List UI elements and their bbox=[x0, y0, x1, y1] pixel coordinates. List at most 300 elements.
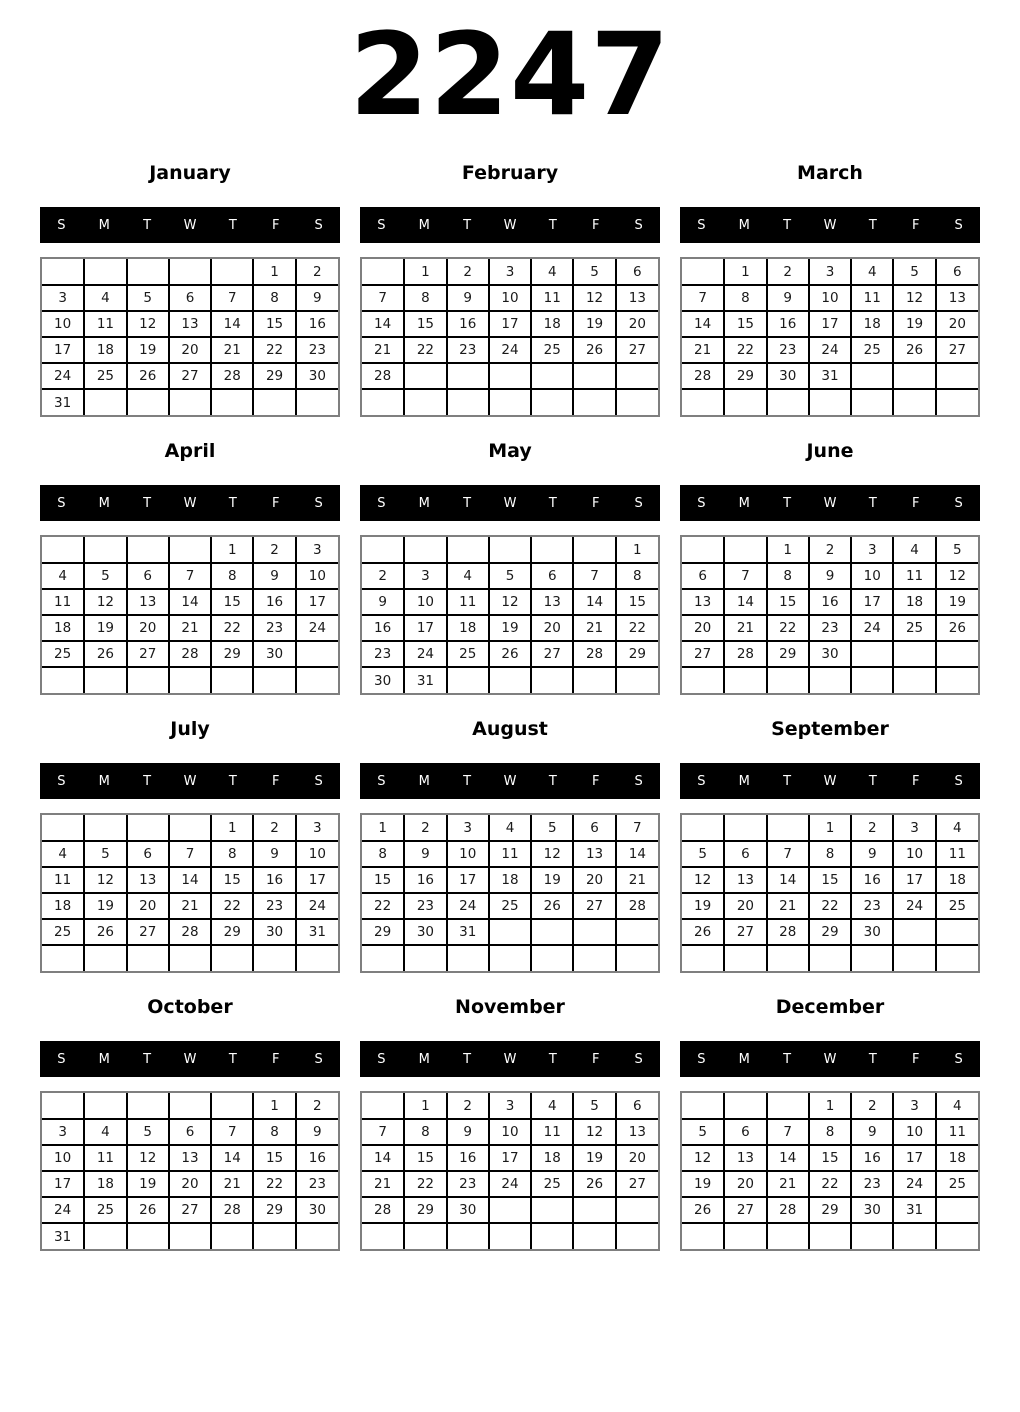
day-cell: 24 bbox=[296, 615, 338, 641]
weekday-label: S bbox=[697, 773, 706, 789]
day-cell: 19 bbox=[573, 311, 615, 337]
day-cell: 21 bbox=[211, 337, 253, 363]
empty-day-cell bbox=[211, 667, 253, 693]
week-row bbox=[362, 285, 658, 311]
day-cell: 29 bbox=[809, 1197, 851, 1223]
empty-day-cell bbox=[893, 1223, 935, 1249]
day-cell: 17 bbox=[893, 867, 935, 893]
empty-day-cell bbox=[447, 363, 489, 389]
day-cell: 23 bbox=[447, 337, 489, 363]
day-cell: 30 bbox=[767, 363, 809, 389]
day-cell: 17 bbox=[404, 615, 446, 641]
empty-day-cell bbox=[447, 1223, 489, 1249]
day-cell: 13 bbox=[169, 1145, 211, 1171]
day-cell: 3 bbox=[42, 1119, 84, 1145]
day-cell: 4 bbox=[531, 259, 573, 285]
empty-day-cell bbox=[42, 1093, 84, 1119]
day-cell: 3 bbox=[447, 815, 489, 841]
day-cell: 11 bbox=[84, 1145, 126, 1171]
weekday-label: M bbox=[738, 773, 750, 789]
empty-day-cell bbox=[362, 389, 404, 415]
day-cell: 12 bbox=[84, 867, 126, 893]
empty-day-cell bbox=[211, 1223, 253, 1249]
day-cell: 18 bbox=[84, 337, 126, 363]
day-cell: 14 bbox=[767, 867, 809, 893]
weekday-label: S bbox=[634, 495, 643, 511]
empty-day-cell bbox=[169, 945, 211, 971]
week-row bbox=[42, 1119, 338, 1145]
weekday-label: M bbox=[738, 495, 750, 511]
day-cell: 4 bbox=[851, 259, 893, 285]
week-row bbox=[362, 311, 658, 337]
weekday-header-bar bbox=[360, 485, 660, 521]
day-cell: 22 bbox=[404, 337, 446, 363]
week-row bbox=[682, 667, 978, 693]
weekday-label: W bbox=[823, 495, 837, 511]
week-row bbox=[42, 667, 338, 693]
week-row bbox=[362, 1093, 658, 1119]
day-cell: 19 bbox=[84, 615, 126, 641]
day-cell: 21 bbox=[767, 893, 809, 919]
week-row bbox=[682, 945, 978, 971]
empty-day-cell bbox=[573, 919, 615, 945]
day-cell: 30 bbox=[296, 1197, 338, 1223]
week-row bbox=[42, 259, 338, 285]
month-title: November bbox=[455, 996, 565, 1018]
week-row bbox=[362, 893, 658, 919]
day-cell: 3 bbox=[42, 285, 84, 311]
day-grid bbox=[362, 815, 658, 971]
empty-day-cell bbox=[42, 667, 84, 693]
week-row bbox=[682, 1197, 978, 1223]
weekday-label: S bbox=[57, 773, 66, 789]
empty-day-cell bbox=[447, 389, 489, 415]
day-cell: 11 bbox=[42, 589, 84, 615]
day-cell: 24 bbox=[809, 337, 851, 363]
day-cell: 17 bbox=[489, 1145, 531, 1171]
day-cell: 27 bbox=[616, 1171, 658, 1197]
week-row bbox=[362, 919, 658, 945]
day-cell: 29 bbox=[404, 1197, 446, 1223]
day-cell: 15 bbox=[404, 311, 446, 337]
week-row bbox=[682, 1119, 978, 1145]
day-cell: 12 bbox=[573, 1119, 615, 1145]
empty-day-cell bbox=[296, 945, 338, 971]
day-cell: 6 bbox=[682, 563, 724, 589]
empty-day-cell bbox=[936, 1197, 978, 1223]
week-row bbox=[682, 893, 978, 919]
day-cell: 13 bbox=[127, 867, 169, 893]
day-cell: 6 bbox=[616, 1093, 658, 1119]
month-january bbox=[40, 155, 340, 433]
empty-day-cell bbox=[362, 1093, 404, 1119]
empty-day-cell bbox=[404, 1223, 446, 1249]
empty-day-cell bbox=[253, 667, 295, 693]
day-cell: 23 bbox=[404, 893, 446, 919]
day-cell: 2 bbox=[851, 815, 893, 841]
empty-day-cell bbox=[851, 641, 893, 667]
day-cell: 8 bbox=[253, 285, 295, 311]
day-cell: 23 bbox=[851, 1171, 893, 1197]
day-cell: 6 bbox=[936, 259, 978, 285]
day-cell: 28 bbox=[211, 1197, 253, 1223]
weekday-label: T bbox=[228, 1051, 237, 1067]
day-cell: 10 bbox=[809, 285, 851, 311]
day-cell: 29 bbox=[362, 919, 404, 945]
day-cell: 22 bbox=[767, 615, 809, 641]
day-cell: 31 bbox=[42, 389, 84, 415]
day-cell: 9 bbox=[851, 841, 893, 867]
week-row bbox=[42, 311, 338, 337]
weekday-label: M bbox=[418, 495, 430, 511]
day-cell: 3 bbox=[404, 563, 446, 589]
week-row bbox=[682, 389, 978, 415]
day-cell: 1 bbox=[253, 259, 295, 285]
day-cell: 5 bbox=[573, 1093, 615, 1119]
day-cell: 11 bbox=[447, 589, 489, 615]
day-grid-frame bbox=[40, 813, 340, 973]
day-cell: 21 bbox=[616, 867, 658, 893]
week-row bbox=[362, 1145, 658, 1171]
day-cell: 6 bbox=[724, 841, 766, 867]
empty-day-cell bbox=[362, 259, 404, 285]
day-cell: 2 bbox=[851, 1093, 893, 1119]
weekday-label: S bbox=[377, 495, 386, 511]
empty-day-cell bbox=[489, 667, 531, 693]
day-cell: 5 bbox=[531, 815, 573, 841]
week-row bbox=[682, 363, 978, 389]
day-cell: 19 bbox=[489, 615, 531, 641]
weekday-header-bar bbox=[40, 1041, 340, 1077]
empty-day-cell bbox=[616, 919, 658, 945]
day-cell: 21 bbox=[169, 615, 211, 641]
empty-day-cell bbox=[253, 945, 295, 971]
day-grid bbox=[682, 537, 978, 693]
day-cell: 28 bbox=[616, 893, 658, 919]
empty-day-cell bbox=[616, 667, 658, 693]
empty-day-cell bbox=[253, 389, 295, 415]
day-cell: 19 bbox=[682, 1171, 724, 1197]
day-cell: 10 bbox=[851, 563, 893, 589]
empty-day-cell bbox=[936, 1223, 978, 1249]
empty-day-cell bbox=[616, 1197, 658, 1223]
empty-day-cell bbox=[42, 259, 84, 285]
day-cell: 23 bbox=[253, 615, 295, 641]
day-cell: 29 bbox=[809, 919, 851, 945]
weekday-label: F bbox=[591, 495, 600, 511]
empty-day-cell bbox=[211, 1093, 253, 1119]
day-cell: 20 bbox=[724, 893, 766, 919]
day-cell: 3 bbox=[893, 815, 935, 841]
week-row bbox=[682, 259, 978, 285]
day-cell: 15 bbox=[211, 867, 253, 893]
day-cell: 9 bbox=[296, 285, 338, 311]
empty-day-cell bbox=[616, 363, 658, 389]
day-cell: 18 bbox=[42, 615, 84, 641]
day-cell: 23 bbox=[447, 1171, 489, 1197]
empty-day-cell bbox=[169, 389, 211, 415]
empty-day-cell bbox=[724, 667, 766, 693]
weekday-label: T bbox=[868, 1051, 877, 1067]
day-cell: 30 bbox=[362, 667, 404, 693]
day-cell: 2 bbox=[253, 537, 295, 563]
empty-day-cell bbox=[682, 537, 724, 563]
day-cell: 27 bbox=[573, 893, 615, 919]
day-cell: 7 bbox=[682, 285, 724, 311]
day-cell: 18 bbox=[893, 589, 935, 615]
weekday-label: S bbox=[634, 217, 643, 233]
day-cell: 9 bbox=[362, 589, 404, 615]
week-row bbox=[362, 1119, 658, 1145]
empty-day-cell bbox=[489, 919, 531, 945]
empty-day-cell bbox=[724, 1223, 766, 1249]
week-row bbox=[682, 919, 978, 945]
day-cell: 22 bbox=[616, 615, 658, 641]
month-title: December bbox=[775, 996, 885, 1018]
day-cell: 24 bbox=[893, 893, 935, 919]
month-title: January bbox=[149, 162, 231, 184]
month-title: June bbox=[806, 440, 854, 462]
weekday-label: W bbox=[503, 773, 517, 789]
weekday-label: F bbox=[591, 1051, 600, 1067]
day-cell: 17 bbox=[851, 589, 893, 615]
weekday-label: W bbox=[183, 773, 197, 789]
day-cell: 21 bbox=[767, 1171, 809, 1197]
empty-day-cell bbox=[489, 389, 531, 415]
weekday-label: T bbox=[143, 1051, 152, 1067]
day-cell: 20 bbox=[573, 867, 615, 893]
day-cell: 7 bbox=[767, 1119, 809, 1145]
day-cell: 9 bbox=[404, 841, 446, 867]
empty-day-cell bbox=[767, 667, 809, 693]
day-grid bbox=[362, 537, 658, 693]
empty-day-cell bbox=[169, 815, 211, 841]
empty-day-cell bbox=[531, 667, 573, 693]
week-row bbox=[362, 615, 658, 641]
week-row bbox=[42, 285, 338, 311]
day-cell: 25 bbox=[84, 363, 126, 389]
day-cell: 27 bbox=[169, 1197, 211, 1223]
weekday-label: S bbox=[377, 217, 386, 233]
day-cell: 20 bbox=[616, 311, 658, 337]
day-cell: 24 bbox=[489, 337, 531, 363]
empty-day-cell bbox=[296, 667, 338, 693]
day-cell: 6 bbox=[169, 1119, 211, 1145]
weekday-label: M bbox=[98, 217, 110, 233]
day-cell: 21 bbox=[211, 1171, 253, 1197]
day-cell: 14 bbox=[169, 589, 211, 615]
week-row bbox=[362, 259, 658, 285]
day-cell: 25 bbox=[531, 337, 573, 363]
day-cell: 15 bbox=[724, 311, 766, 337]
day-cell: 5 bbox=[682, 1119, 724, 1145]
day-cell: 15 bbox=[767, 589, 809, 615]
empty-day-cell bbox=[169, 1093, 211, 1119]
day-cell: 11 bbox=[893, 563, 935, 589]
week-row bbox=[42, 615, 338, 641]
day-cell: 6 bbox=[531, 563, 573, 589]
weekday-label: M bbox=[98, 773, 110, 789]
day-cell: 9 bbox=[296, 1119, 338, 1145]
day-cell: 7 bbox=[169, 841, 211, 867]
empty-day-cell bbox=[211, 945, 253, 971]
month-august bbox=[360, 711, 660, 989]
weekday-label: W bbox=[823, 773, 837, 789]
week-row bbox=[362, 363, 658, 389]
day-cell: 1 bbox=[809, 1093, 851, 1119]
day-cell: 27 bbox=[724, 1197, 766, 1223]
week-row bbox=[42, 815, 338, 841]
weekday-label: T bbox=[548, 773, 557, 789]
week-row bbox=[42, 589, 338, 615]
week-row bbox=[42, 893, 338, 919]
weekday-label: S bbox=[634, 1051, 643, 1067]
empty-day-cell bbox=[851, 1223, 893, 1249]
day-cell: 4 bbox=[489, 815, 531, 841]
weekday-label: T bbox=[868, 495, 877, 511]
empty-day-cell bbox=[573, 945, 615, 971]
weekday-header-bar bbox=[680, 1041, 980, 1077]
day-cell: 14 bbox=[682, 311, 724, 337]
weekday-header-bar bbox=[40, 207, 340, 243]
empty-day-cell bbox=[809, 389, 851, 415]
day-cell: 23 bbox=[362, 641, 404, 667]
day-cell: 20 bbox=[127, 893, 169, 919]
day-cell: 9 bbox=[447, 285, 489, 311]
day-cell: 2 bbox=[404, 815, 446, 841]
week-row bbox=[682, 1223, 978, 1249]
month-march bbox=[680, 155, 980, 433]
weekday-label: S bbox=[314, 217, 323, 233]
week-row bbox=[682, 563, 978, 589]
day-cell: 3 bbox=[893, 1093, 935, 1119]
empty-day-cell bbox=[84, 815, 126, 841]
day-cell: 15 bbox=[211, 589, 253, 615]
empty-day-cell bbox=[169, 259, 211, 285]
weekday-label: F bbox=[911, 773, 920, 789]
day-cell: 2 bbox=[809, 537, 851, 563]
week-row bbox=[362, 945, 658, 971]
empty-day-cell bbox=[936, 363, 978, 389]
weekday-label: M bbox=[418, 773, 430, 789]
day-grid-frame bbox=[40, 535, 340, 695]
day-cell: 13 bbox=[616, 285, 658, 311]
weekday-label: S bbox=[634, 773, 643, 789]
weekday-label: W bbox=[823, 1051, 837, 1067]
day-cell: 29 bbox=[616, 641, 658, 667]
day-cell: 10 bbox=[296, 841, 338, 867]
day-cell: 8 bbox=[404, 285, 446, 311]
week-row bbox=[362, 841, 658, 867]
empty-day-cell bbox=[169, 1223, 211, 1249]
day-cell: 29 bbox=[253, 1197, 295, 1223]
empty-day-cell bbox=[84, 259, 126, 285]
day-cell: 24 bbox=[42, 1197, 84, 1223]
day-cell: 16 bbox=[362, 615, 404, 641]
day-cell: 14 bbox=[767, 1145, 809, 1171]
weekday-label: S bbox=[57, 1051, 66, 1067]
week-row bbox=[42, 1197, 338, 1223]
day-cell: 26 bbox=[127, 1197, 169, 1223]
day-cell: 12 bbox=[531, 841, 573, 867]
day-cell: 18 bbox=[936, 1145, 978, 1171]
empty-day-cell bbox=[404, 363, 446, 389]
day-cell: 31 bbox=[893, 1197, 935, 1223]
weekday-header-bar bbox=[360, 763, 660, 799]
day-cell: 20 bbox=[127, 615, 169, 641]
day-cell: 16 bbox=[296, 311, 338, 337]
day-cell: 9 bbox=[809, 563, 851, 589]
day-cell: 25 bbox=[531, 1171, 573, 1197]
day-cell: 20 bbox=[531, 615, 573, 641]
day-cell: 11 bbox=[936, 1119, 978, 1145]
day-cell: 16 bbox=[253, 589, 295, 615]
day-grid-frame bbox=[360, 257, 660, 417]
month-title: April bbox=[164, 440, 216, 462]
day-cell: 14 bbox=[616, 841, 658, 867]
empty-day-cell bbox=[362, 537, 404, 563]
empty-day-cell bbox=[682, 1223, 724, 1249]
day-cell: 12 bbox=[84, 589, 126, 615]
day-cell: 8 bbox=[362, 841, 404, 867]
weekday-label: F bbox=[271, 773, 280, 789]
weekday-label: T bbox=[868, 773, 877, 789]
weekday-header-bar bbox=[360, 1041, 660, 1077]
empty-day-cell bbox=[211, 259, 253, 285]
day-cell: 13 bbox=[936, 285, 978, 311]
day-cell: 24 bbox=[851, 615, 893, 641]
day-cell: 25 bbox=[936, 1171, 978, 1197]
day-cell: 24 bbox=[42, 363, 84, 389]
day-cell: 8 bbox=[809, 841, 851, 867]
empty-day-cell bbox=[767, 1223, 809, 1249]
weekday-header-bar bbox=[680, 207, 980, 243]
empty-day-cell bbox=[447, 945, 489, 971]
weekday-label: W bbox=[503, 495, 517, 511]
month-title: August bbox=[472, 718, 548, 740]
weekday-label: T bbox=[548, 1051, 557, 1067]
day-cell: 17 bbox=[447, 867, 489, 893]
day-grid bbox=[42, 259, 338, 415]
week-row bbox=[362, 537, 658, 563]
empty-day-cell bbox=[767, 945, 809, 971]
day-cell: 30 bbox=[851, 1197, 893, 1223]
empty-day-cell bbox=[127, 389, 169, 415]
day-cell: 29 bbox=[211, 641, 253, 667]
weekday-label: W bbox=[823, 217, 837, 233]
day-cell: 1 bbox=[809, 815, 851, 841]
weekday-label: S bbox=[377, 1051, 386, 1067]
day-cell: 5 bbox=[489, 563, 531, 589]
weekday-label: M bbox=[738, 217, 750, 233]
day-cell: 20 bbox=[682, 615, 724, 641]
day-cell: 8 bbox=[404, 1119, 446, 1145]
empty-day-cell bbox=[531, 537, 573, 563]
day-cell: 9 bbox=[253, 841, 295, 867]
day-cell: 28 bbox=[362, 363, 404, 389]
day-cell: 28 bbox=[573, 641, 615, 667]
day-cell: 2 bbox=[362, 563, 404, 589]
day-cell: 21 bbox=[682, 337, 724, 363]
day-cell: 9 bbox=[851, 1119, 893, 1145]
day-cell: 10 bbox=[447, 841, 489, 867]
empty-day-cell bbox=[84, 945, 126, 971]
day-cell: 15 bbox=[809, 1145, 851, 1171]
day-cell: 14 bbox=[362, 311, 404, 337]
empty-day-cell bbox=[573, 389, 615, 415]
empty-day-cell bbox=[573, 537, 615, 563]
months-grid bbox=[0, 155, 1020, 1267]
